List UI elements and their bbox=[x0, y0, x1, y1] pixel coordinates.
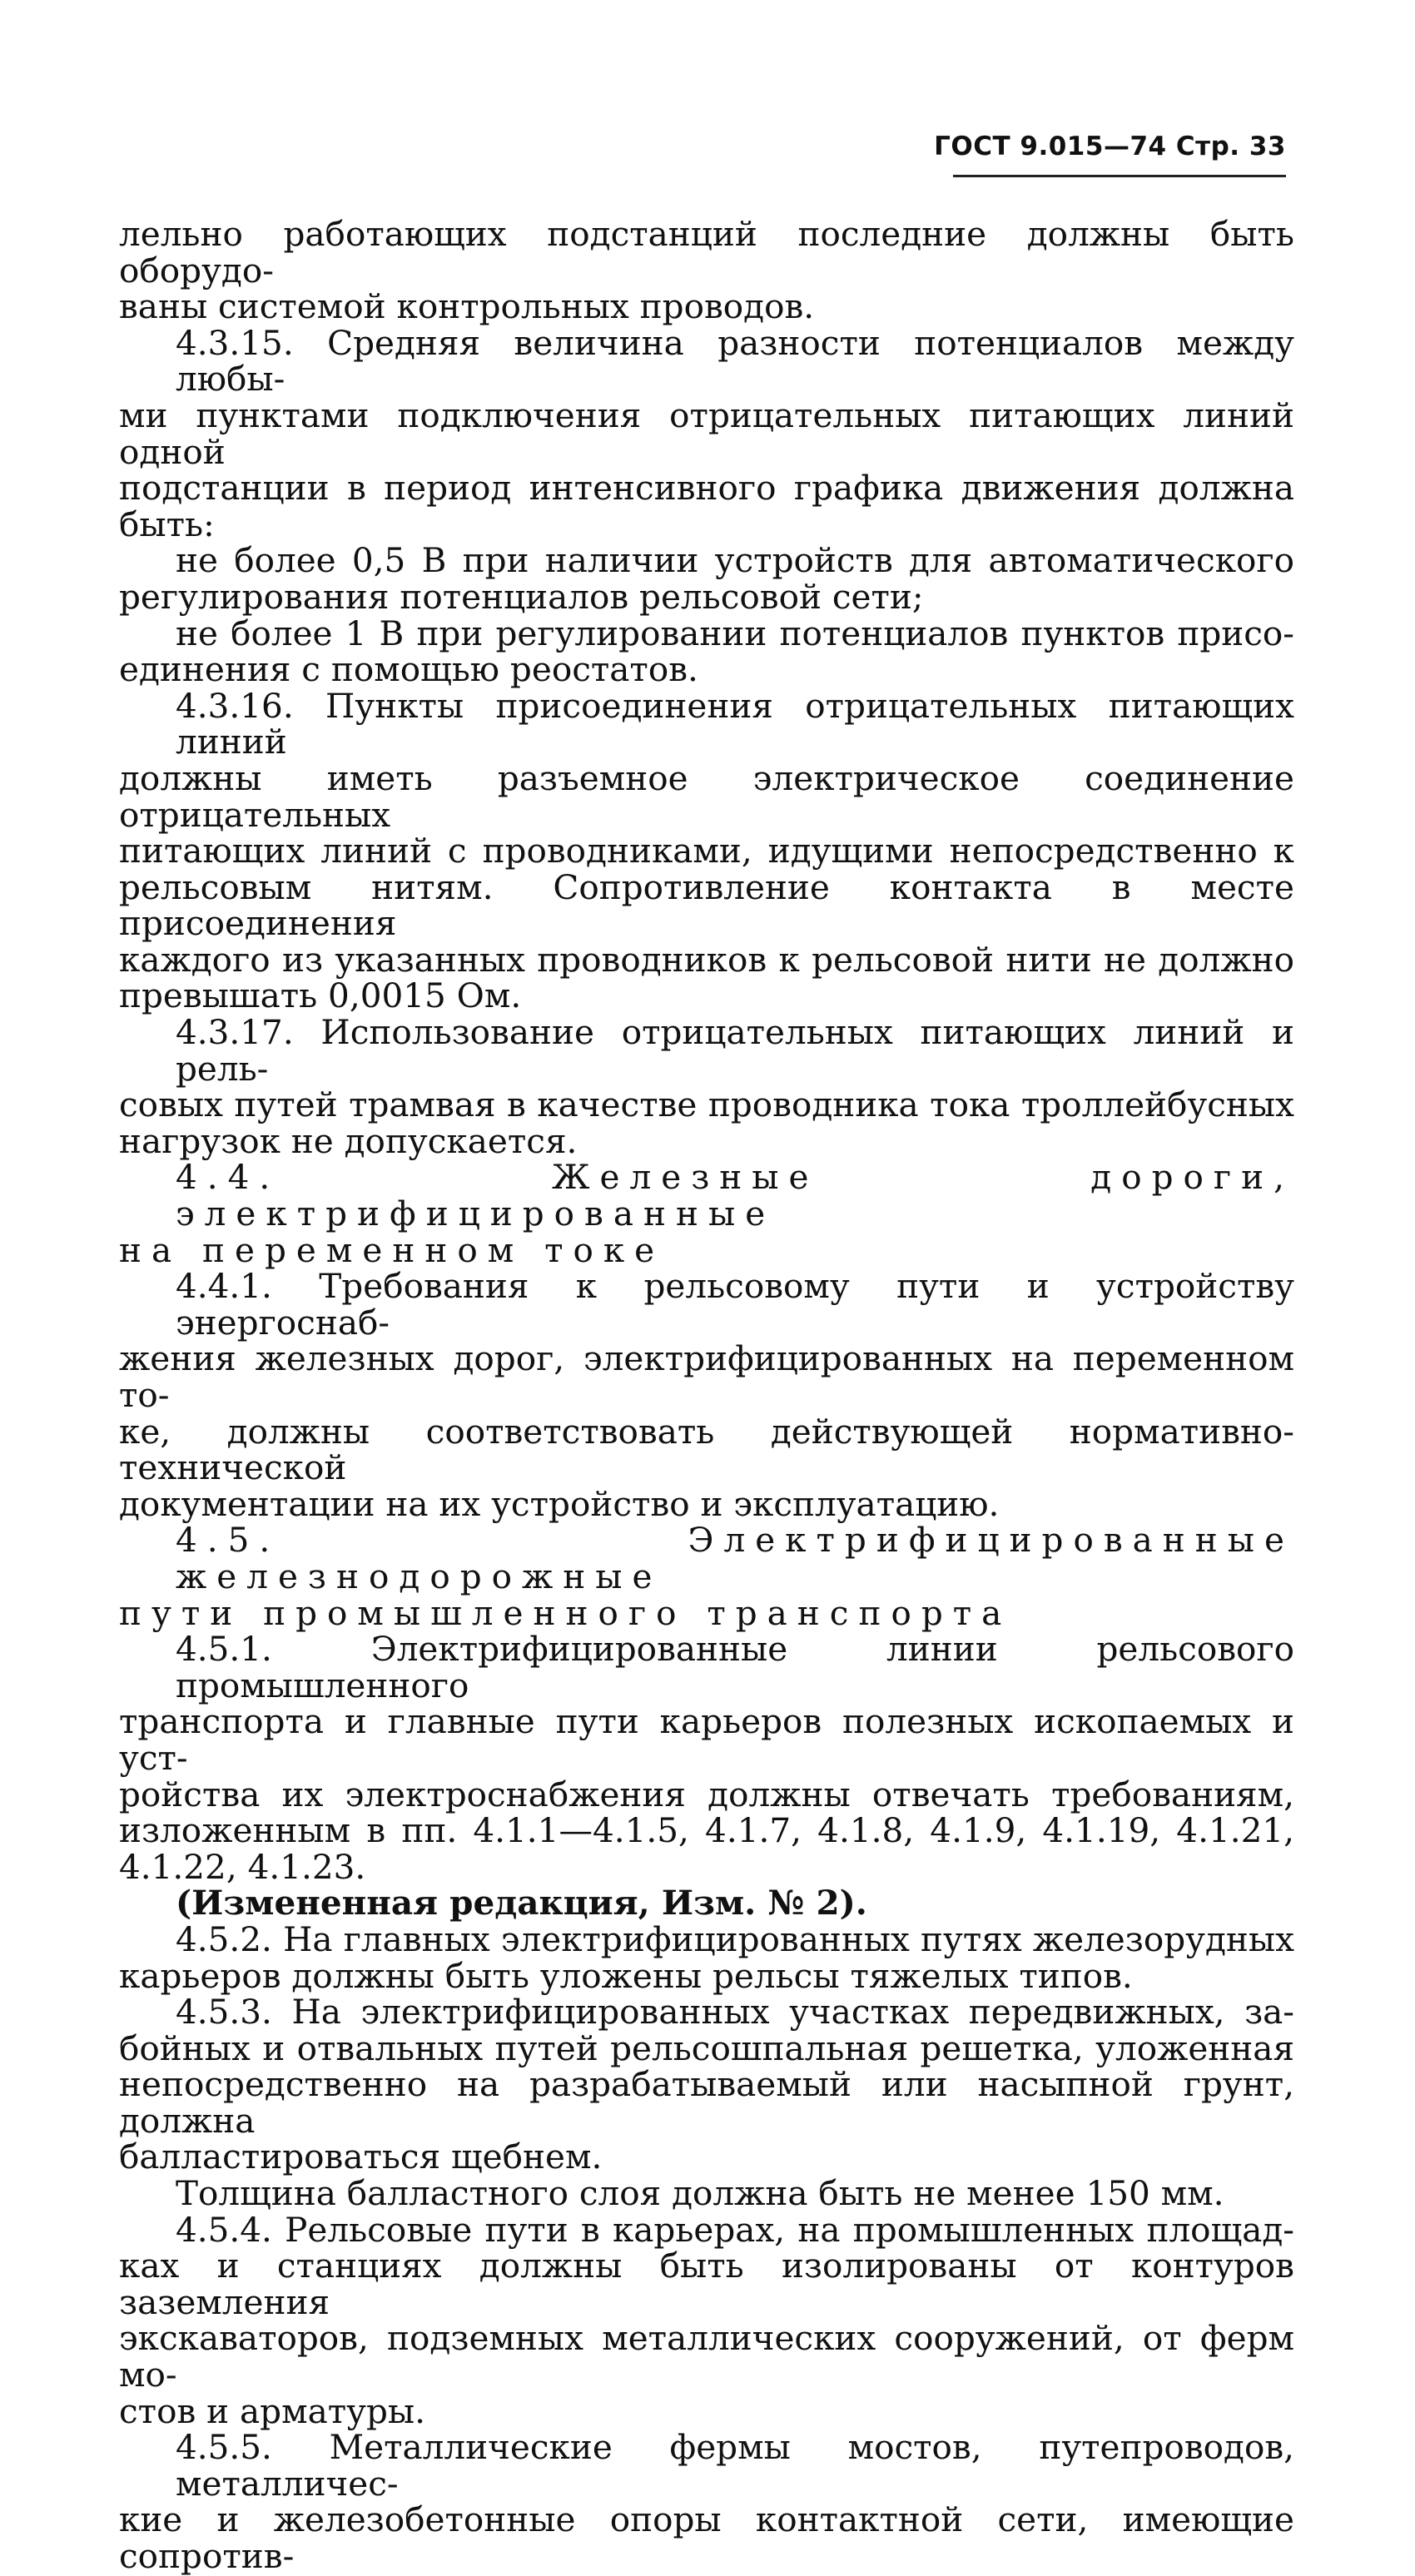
text-line: 4.5.2. На главных электрифицированных путях железорудных bbox=[176, 1918, 1294, 1959]
text-line: стов и арматуры. bbox=[119, 2390, 426, 2431]
text-line: 4.3.15. Средняя величина разности потенциалов между любы- bbox=[176, 322, 1294, 400]
text-line: 4.5.5. Металлические фермы мостов, путепроводов, металличес- bbox=[176, 2427, 1294, 2504]
text-line: превышать 0,0015 Ом. bbox=[119, 975, 522, 1016]
text-line: 4.3.17. Использование отрицательных питающих линий и рель- bbox=[176, 1012, 1294, 1089]
text-line: каждого из указанных проводников к рельсовой нити не должно bbox=[119, 939, 1294, 980]
text-line: 4.4.1. Требования к рельсовому пути и устройству энергоснаб- bbox=[176, 1266, 1294, 1343]
text-line: Толщина балластного слоя должна быть не менее 150 мм. bbox=[176, 2173, 1224, 2214]
text-line: лельно работающих подстанций последние должны быть оборудо- bbox=[119, 214, 1294, 290]
text-line: на переменном токе bbox=[119, 1229, 665, 1270]
text-line: кие и железобетонные опоры контактной сети, имеющие сопротив- bbox=[119, 2499, 1294, 2576]
text-line: (Измененная редакция, Изм. № 2). bbox=[176, 1883, 867, 1923]
text-line: не более 1 В при регулировании потенциалов пунктов присо- bbox=[176, 613, 1294, 653]
text-line: 4.5.3. На электрифицированных участках передвижных, за- bbox=[176, 1992, 1294, 2033]
text-line: нагрузок не допускается. bbox=[119, 1120, 578, 1161]
text-line: документации на их устройство и эксплуатацию. bbox=[119, 1483, 1000, 1524]
text-line: изложенным в пп. 4.1.1—4.1.5, 4.1.7, 4.1.8, 4.1.9, 4.1.19, 4.1.21, bbox=[119, 1810, 1294, 1851]
text-line: жения железных дорог, электрифицированных на переменном то- bbox=[119, 1338, 1294, 1415]
text-line: единения с помощью реостатов. bbox=[119, 649, 698, 690]
page-header bbox=[934, 132, 1286, 161]
text-line: совых путей трамвая в качестве проводника тока троллейбусных bbox=[119, 1085, 1294, 1125]
text-line: ваны системой контрольных проводов. bbox=[119, 286, 815, 327]
text-line: подстанции в период интенсивного графика движения должна bbox=[119, 468, 1294, 509]
text-line: ройства их электроснабжения должны отвечать требованиям, bbox=[119, 1774, 1294, 1814]
text-line: непосредственно на разрабатываемый или насыпной грунт, должна bbox=[119, 2064, 1294, 2141]
header-rule bbox=[953, 175, 1286, 177]
text-line: быть: bbox=[119, 504, 215, 544]
text-line: бойных и отвальных путей рельсошпальная решетка, уложенная bbox=[119, 2028, 1294, 2068]
text-line: 4.5. Электрифицированные железнодорожные bbox=[176, 1520, 1294, 1596]
text-line: питающих линий с проводниками, идущими непосредственно к bbox=[119, 831, 1294, 871]
body-text bbox=[119, 216, 1294, 2575]
text-line: пути промышленного транспорта bbox=[119, 1592, 1012, 1633]
text-line: 4.3.16. Пункты присоединения отрицательных питающих линий bbox=[176, 685, 1294, 762]
text-line: балластироваться щебнем. bbox=[119, 2137, 603, 2177]
text-line: карьеров должны быть уложены рельсы тяжелых типов. bbox=[119, 1955, 1133, 1996]
text-line: рельсовым нитям. Сопротивление контакта в месте присоединения bbox=[119, 866, 1294, 944]
text-line: 4.1.22, 4.1.23. bbox=[119, 1846, 366, 1887]
text-line: ми пунктами подключения отрицательных питающих линий одной bbox=[119, 395, 1294, 472]
text-line: 4.5.4. Рельсовые пути в карьерах, на промышленных площад- bbox=[176, 2209, 1294, 2250]
header-text: ГОСТ 9.015—74 Стр. 33 bbox=[934, 132, 1286, 161]
text-line: ках и станциях должны быть изолированы от контуров заземления bbox=[119, 2246, 1294, 2322]
text-line: ке, должны соответствовать действующей нормативно-технической bbox=[119, 1411, 1294, 1488]
text-line: не более 0,5 В при наличии устройств для автоматического bbox=[176, 540, 1294, 581]
text-line: экскаваторов, подземных металлических сооружений, от ферм мо- bbox=[119, 2318, 1294, 2395]
text-line: 4.4. Железные дороги, электрифицированные bbox=[176, 1157, 1294, 1234]
text-line: регулирования потенциалов рельсовой сети; bbox=[119, 576, 924, 617]
text-line: 4.5.1. Электрифицированные линии рельсового промышленного bbox=[176, 1629, 1294, 1705]
text-line: должны иметь разъемное электрическое соединение отрицательных bbox=[119, 757, 1294, 835]
text-line: транспорта и главные пути карьеров полезных ископаемых и уст- bbox=[119, 1701, 1294, 1778]
